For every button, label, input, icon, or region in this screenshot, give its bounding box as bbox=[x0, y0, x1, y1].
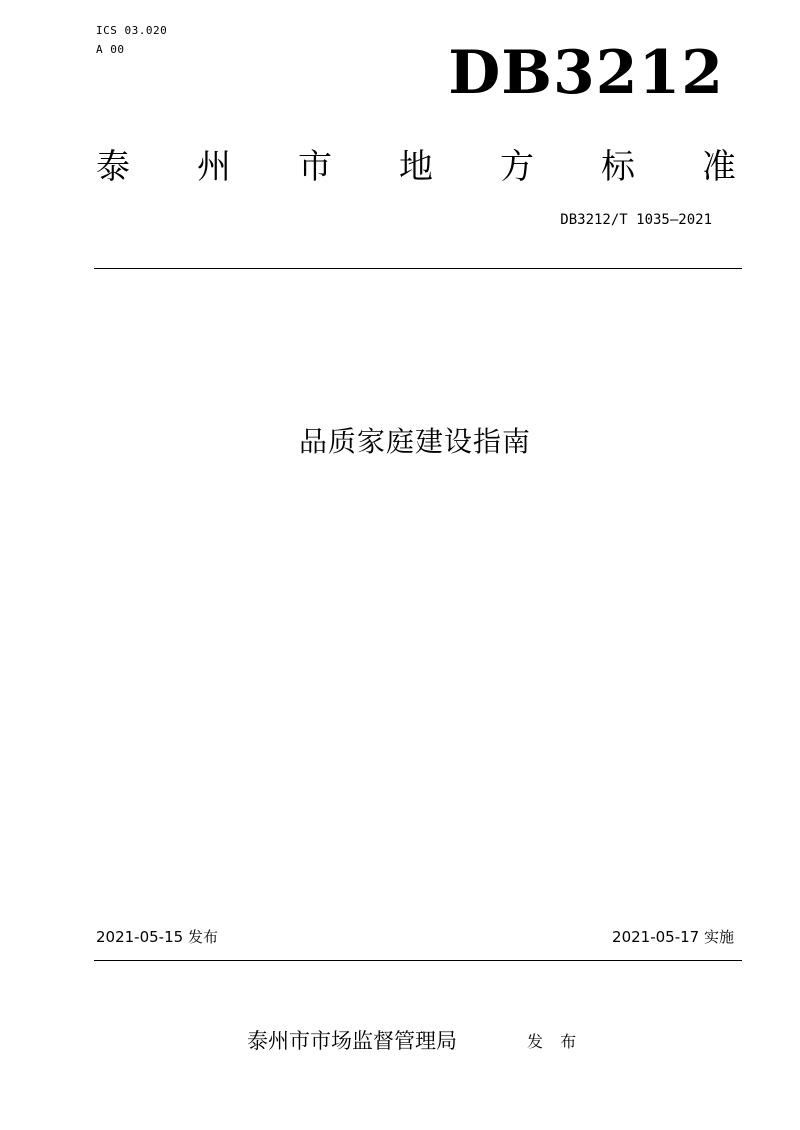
issue-date: 2021-05-15 发布 bbox=[96, 928, 218, 946]
category-char: 标 bbox=[601, 147, 635, 187]
standard-category-heading bbox=[96, 145, 736, 189]
ics-code: ICS 03.020 bbox=[96, 24, 168, 37]
category-char: 泰 bbox=[96, 147, 130, 187]
category-char: 准 bbox=[702, 147, 736, 187]
standard-mark: DB3212 bbox=[448, 38, 724, 108]
issuing-action: 发 布 bbox=[527, 1032, 583, 1051]
issuing-authority: 泰州市市场监督管理局 bbox=[247, 1029, 457, 1053]
implementation-date: 2021-05-17 实施 bbox=[612, 928, 734, 946]
category-char: 市 bbox=[298, 147, 332, 187]
top-divider bbox=[94, 268, 742, 269]
bottom-divider bbox=[94, 960, 742, 961]
document-title: 品质家庭建设指南 bbox=[298, 425, 531, 458]
category-char: 地 bbox=[399, 147, 433, 187]
classification-code: A 00 bbox=[96, 43, 125, 56]
category-char: 州 bbox=[197, 147, 231, 187]
category-char: 方 bbox=[500, 147, 534, 187]
standard-number: DB3212/T 1035—2021 bbox=[560, 212, 712, 228]
